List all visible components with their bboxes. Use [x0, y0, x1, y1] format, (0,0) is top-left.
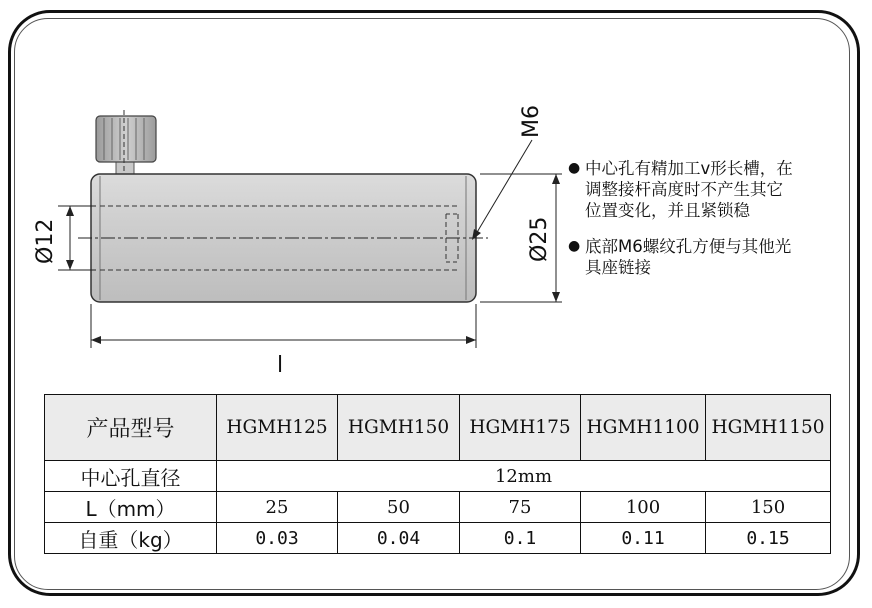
note-text: 中心孔有精加工v形长槽，在 调整接杆高度时不产生其它 位置变化，并且紧锁稳 — [585, 159, 793, 220]
weight-cell: 0.11 — [581, 523, 706, 554]
model-cell: HGMH1100 — [581, 395, 706, 461]
inner-diameter-label: Ø12 — [33, 218, 58, 264]
outer-diameter-dimension — [480, 174, 562, 302]
model-cell: HGMH1150 — [706, 395, 831, 461]
length-cell: 75 — [460, 492, 581, 523]
note-item — [568, 236, 858, 278]
spec-table — [44, 394, 831, 554]
model-cell: HGMH150 — [338, 395, 460, 461]
table-row-bore — [45, 461, 831, 492]
length-cell: 100 — [581, 492, 706, 523]
weight-header: 自重（kg） — [45, 523, 217, 554]
length-label: l — [276, 353, 284, 378]
thread-label: M6 — [519, 105, 544, 138]
bore-header: 中心孔直径 — [45, 461, 217, 492]
note-item — [568, 158, 858, 221]
table-row-models — [45, 395, 831, 461]
weight-cell: 0.04 — [338, 523, 460, 554]
table-row-length — [45, 492, 831, 523]
table-row-weight — [45, 523, 831, 554]
weight-cell: 0.03 — [217, 523, 338, 554]
weight-cell: 0.1 — [460, 523, 581, 554]
feature-notes — [568, 158, 858, 293]
model-cell: HGMH175 — [460, 395, 581, 461]
post-body — [78, 174, 488, 302]
model-header: 产品型号 — [45, 395, 217, 461]
model-cell: HGMH125 — [217, 395, 338, 461]
length-cell: 50 — [338, 492, 460, 523]
length-cell: 150 — [706, 492, 831, 523]
length-header: L（mm） — [45, 492, 217, 523]
weight-cell: 0.15 — [706, 523, 831, 554]
bore-value: 12mm — [217, 461, 831, 492]
length-dimension — [91, 304, 476, 378]
bullet-icon: ● — [568, 238, 581, 254]
outer-diameter-label: Ø25 — [527, 216, 552, 262]
bullet-icon: ● — [568, 160, 581, 176]
note-text: 底部M6螺纹孔方便与其他光 具座链接 — [585, 237, 792, 277]
length-cell: 25 — [217, 492, 338, 523]
